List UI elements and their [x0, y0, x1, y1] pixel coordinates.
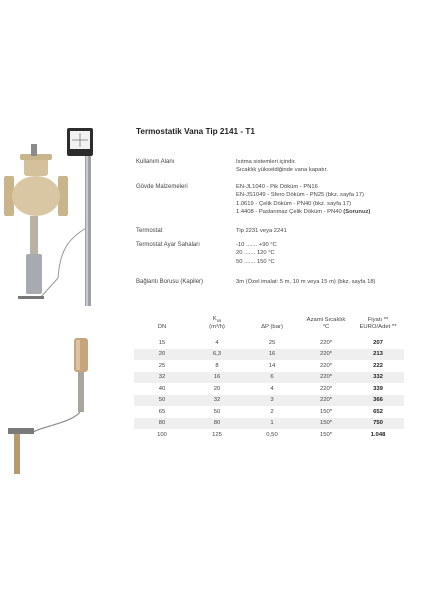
range-line: 20 ....... 120 °C: [236, 250, 275, 257]
body-material-line: EN-JS1049 - Sfero Döküm - PN25 (bkz. sayfa 17): [236, 192, 364, 199]
cell-dp: 25: [268, 339, 276, 346]
cell-kvs: 8: [215, 362, 219, 369]
header-dn: DN: [157, 324, 167, 331]
thermostat-sensor-illustration: [0, 338, 112, 478]
cell-dn: 15: [158, 339, 166, 346]
setting-ranges-value: [236, 241, 277, 266]
thermostat-value: Tip 2231 veya 2241: [236, 228, 287, 234]
table-row: [134, 429, 404, 441]
cell-temp: 150*: [319, 431, 333, 438]
setting-ranges-label: Termostat Ayar Sahaları: [136, 242, 200, 248]
header-dp: ΔP (bar): [261, 324, 283, 331]
cell-temp: 220*: [319, 339, 333, 346]
cell-price: 652: [373, 408, 383, 415]
header-kvs: $K_{vs}$ (m³/h): [209, 316, 225, 331]
cell-temp: 220*: [319, 362, 333, 369]
body-material-line: 1.4408 - Paslanmaz Çelik Döküm - PN40 (Sorunuz): [236, 209, 371, 216]
table-row: [134, 418, 404, 430]
cell-dp: 4: [270, 385, 274, 392]
cell-dp: 0,50: [266, 431, 278, 438]
cell-kvs: 50: [213, 408, 221, 415]
body-material-line: 1.0619 - Çelik Döküm - PN40 (bkz. sayfa 17): [236, 200, 352, 207]
cell-dn: 80: [134, 418, 190, 430]
cell-dp: 3: [244, 395, 300, 407]
cell-kvs: 80: [190, 418, 244, 430]
cell-price: 366: [352, 395, 404, 407]
valve-thermostat-illustration: [0, 128, 112, 308]
table-row: [134, 406, 404, 418]
cell-temp: 220*: [319, 385, 333, 392]
cell-dn: 40: [158, 385, 166, 392]
usage-line: Isıtma sistemleri içindir.: [236, 159, 296, 165]
cell-dn: 32: [134, 372, 190, 384]
cell-dn: 65: [158, 408, 166, 415]
cell-kvs: 4: [215, 339, 219, 346]
capillary-label: Bağlantı Borusu (Kapiler): [136, 279, 204, 285]
cell-temp: 220*: [300, 349, 352, 361]
usage-label: Kullanım Alanı: [136, 159, 175, 165]
cell-dp: 2: [270, 408, 274, 415]
body-material-label: Gövde Malzemeleri: [136, 184, 188, 190]
table-header-row: [134, 316, 404, 337]
cell-temp: 150*: [319, 408, 333, 415]
cell-kvs: 16: [190, 372, 244, 384]
cell-price: 207: [373, 339, 383, 346]
cell-kvs: 125: [212, 431, 222, 438]
cell-dn: 50: [134, 395, 190, 407]
cell-temp: 220*: [300, 372, 352, 384]
table-row: [134, 372, 404, 384]
cell-price: 213: [352, 349, 404, 361]
range-line: -10 ....... +90 °C: [236, 242, 277, 248]
cell-price: 339: [373, 385, 383, 392]
cell-dn: 20: [134, 349, 190, 361]
cell-price: 222: [373, 362, 383, 369]
body-material-value: [236, 183, 370, 217]
cell-temp: 150*: [300, 418, 352, 430]
body-material-line: EN-JL1040 - Pik Döküm - PN16: [236, 184, 318, 190]
cell-kvs: 6,3: [190, 349, 244, 361]
cell-dp: 1: [244, 418, 300, 430]
cell-dn: 100: [157, 431, 167, 438]
cell-price: 332: [352, 372, 404, 384]
table-row: [134, 395, 404, 407]
cell-dp: 14: [268, 362, 276, 369]
table-row: [134, 349, 404, 361]
cell-dp: 6: [244, 372, 300, 384]
cell-temp: 220*: [300, 395, 352, 407]
table-row: [134, 383, 404, 395]
cell-kvs: 20: [213, 385, 221, 392]
page-title: Termostatik Vana Tip 2141 - T1: [136, 127, 255, 136]
table-row: [134, 360, 404, 372]
thermostat-label: Termostat: [136, 228, 163, 234]
cell-kvs: 32: [190, 395, 244, 407]
usage-line: Sıcaklık yükseldiğinde vana kapatır.: [236, 167, 328, 174]
header-temp: Azami Sıcaklık °C: [306, 317, 346, 331]
range-line: 50 ....... 150 °C: [236, 258, 275, 265]
cell-dn: 25: [158, 362, 166, 369]
capillary-value: 3m (Özel imalat: 5 m, 10 m veya 15 m) (bkz. sayfa 18): [236, 279, 376, 285]
usage-value: [236, 158, 328, 175]
cell-dp: 16: [244, 349, 300, 361]
table-row: [134, 337, 404, 349]
header-price: Fiyatı ** EURO/Adet **: [359, 317, 397, 331]
cell-price: 750: [352, 418, 404, 430]
cell-price: 1.048: [370, 431, 386, 438]
size-price-table: [134, 316, 404, 441]
